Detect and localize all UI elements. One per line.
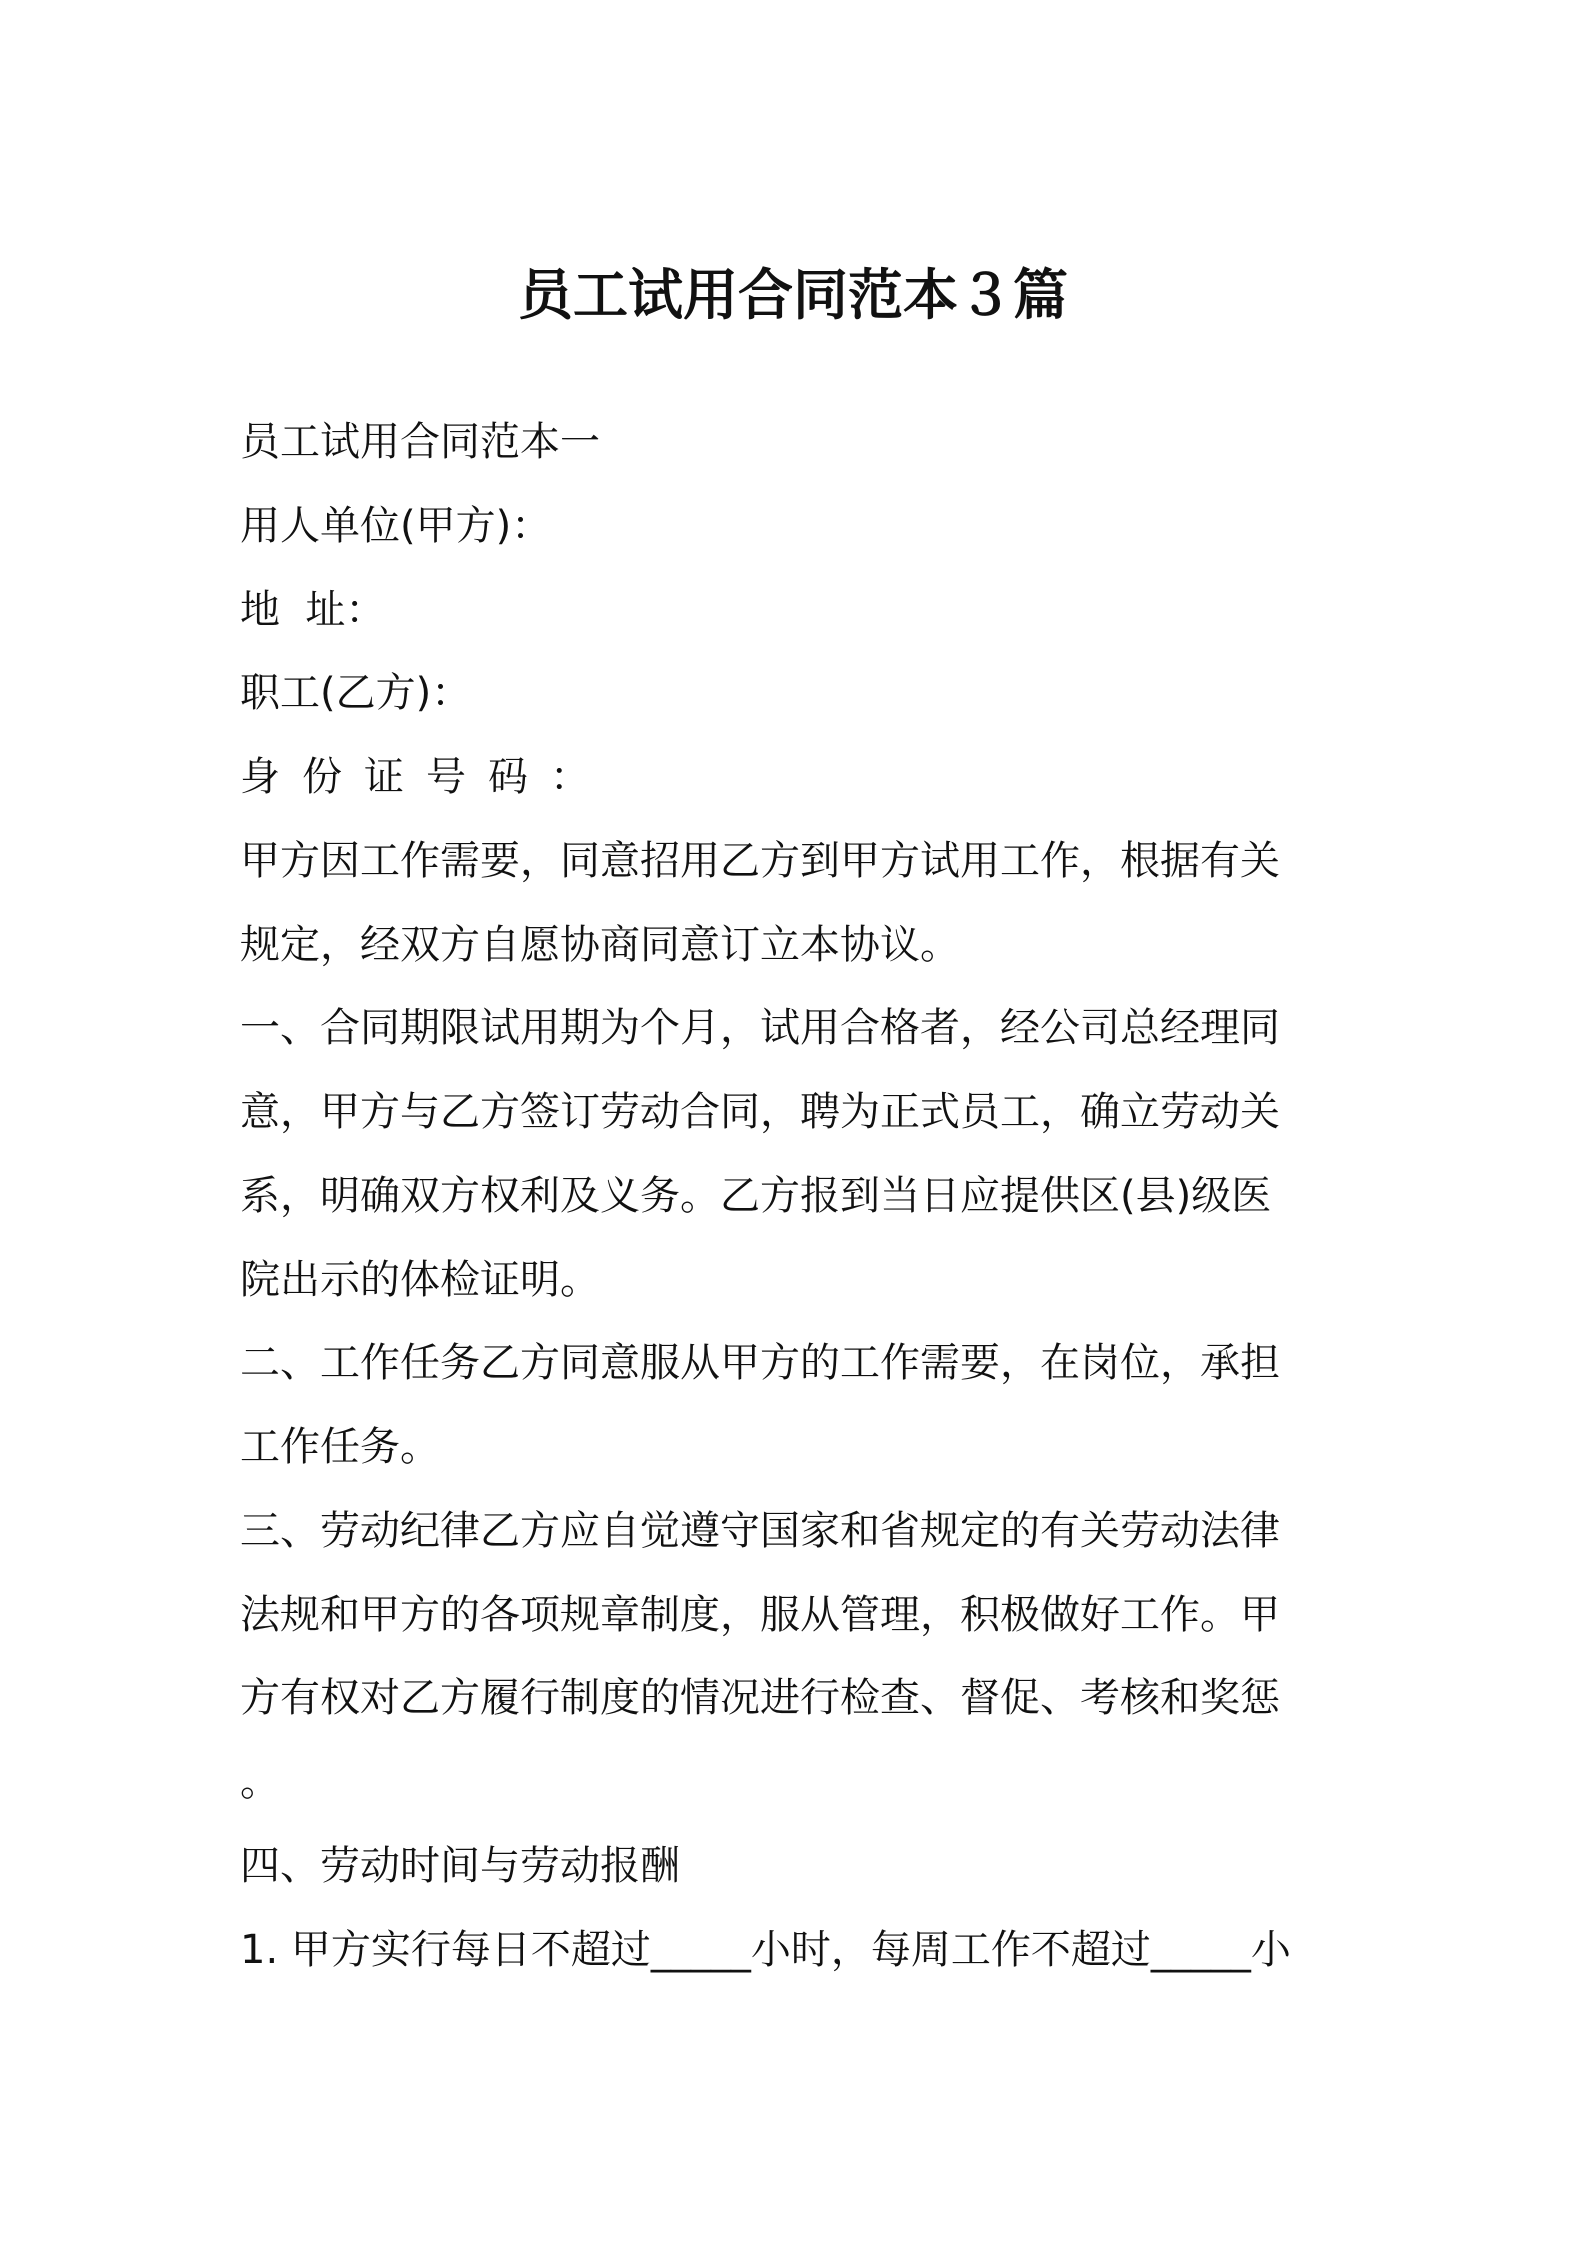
clause-3-line: 法规和甲方的各项规章制度，服从管理，积极做好工作。甲 (240, 1592, 1280, 1638)
document-title: 员工试用合同范本３篇 (517, 263, 1068, 327)
clause-1-line: 一、合同期限试用期为个月，试用合格者，经公司总经理同 (240, 1005, 1280, 1051)
paragraph-line: 甲方因工作需要，同意招用乙方到甲方试用工作，根据有关 (240, 838, 1280, 884)
paragraph-line: 规定，经双方自愿协商同意订立本协议。 (240, 922, 960, 968)
employer-field-label: 用人单位(甲方)： (240, 503, 552, 549)
clause-2-line: 工作任务。 (240, 1424, 440, 1470)
address-field-label: 地 址： (240, 587, 386, 633)
clause-1-line: 意，甲方与乙方签订劳动合同，聘为正式员工，确立劳动关 (240, 1089, 1280, 1135)
id-number-field-label: 身份证号码： (240, 754, 612, 800)
clause-4-item-1: 1. 甲方实行每日不超过_____小时，每周工作不超过_____小 (240, 1927, 1291, 1973)
clause-4-heading: 四、劳动时间与劳动报酬 (240, 1843, 680, 1889)
clause-3-line: 三、劳动纪律乙方应自觉遵守国家和省规定的有关劳动法律 (240, 1508, 1280, 1554)
clause-3-line: 方有权对乙方履行制度的情况进行检查、督促、考核和奖惩 (240, 1675, 1280, 1721)
clause-1-line: 院出示的体检证明。 (240, 1257, 600, 1303)
section-heading: 员工试用合同范本一 (240, 419, 600, 465)
clause-3-line: 。 (240, 1759, 280, 1805)
clause-2-line: 二、工作任务乙方同意服从甲方的工作需要，在岗位，承担 (240, 1340, 1280, 1386)
employee-field-label: 职工(乙方)： (240, 670, 472, 716)
clause-1-line: 系，明确双方权利及义务。乙方报到当日应提供区(县)级医 (240, 1173, 1272, 1219)
